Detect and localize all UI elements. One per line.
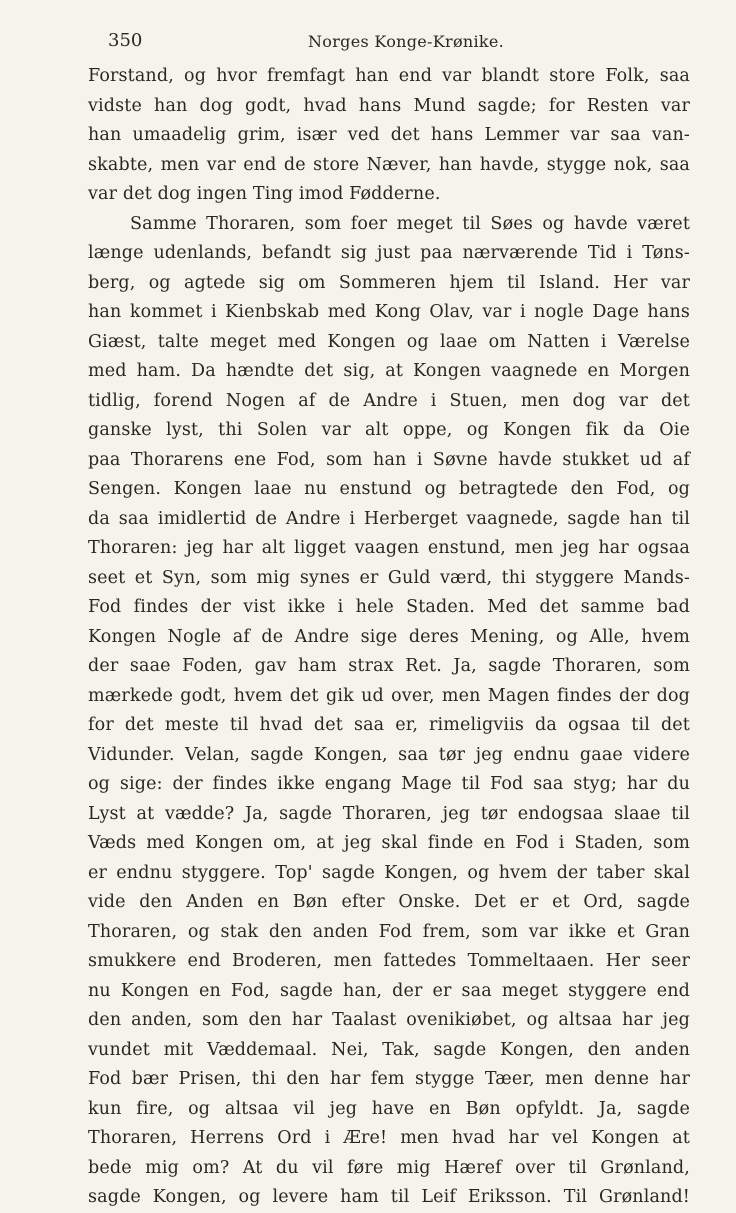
text-line: seet et Syn, som mig synes er Guld værd, thi styggere Mands- [88,567,690,588]
text-line: Fod bær Prisen, thi den har fem stygge Tæer, men denne har [88,1069,690,1089]
text-line: berg, og agtede sig om Sommeren hjem til Island. Her var [88,272,690,293]
text-line: vide den Anden en Bøn efter Onske. Det er et Ord, sagde [88,892,690,912]
text-line: er endnu styggere. Top' sagde Kongen, og hvem der taber skal [88,862,690,883]
text-line: bede mig om? At du vil føre mig Hæref over til Grønland, [88,1157,690,1178]
text-line: Lyst at vædde? Ja, sagde Thoraren, jeg tør endogsaa slaae til [88,803,690,824]
text-line: han kommet i Kienbskab med Kong Olav, var i nogle Dage hans [88,302,690,322]
page-header [88,30,698,60]
text-line: paa Thorarens ene Fod, som han i Søvne havde stukket ud af [88,449,690,470]
text-line: tidlig, forend Nogen af de Andre i Stuen, men dog var det [88,390,690,411]
text-line: kun fire, og altsaa vil jeg have en Bøn opfyldt. Ja, sagde [88,1098,690,1119]
text-line: Væds med Kongen om, at jeg skal finde en Fod i Staden, som [88,833,690,853]
text-line: for det meste til hvad det saa er, rimeligviis da ogsaa til det [88,715,690,735]
text-line: mærkede godt, hvem det gik ud over, men Magen findes der dog [88,685,690,706]
text-line: længe udenlands, befandt sig just paa nærværende Tid i Tøns- [88,243,690,263]
page-number: 350 [108,30,143,51]
text-line: vundet mit Væddemaal. Nei, Tak, sagde Kongen, den anden [88,1039,690,1060]
text-line: Kongen Nogle af de Andre sige deres Mening, og Alle, hvem [88,626,690,647]
text-line: han umaadelig grim, især ved det hans Lemmer var saa van- [88,125,690,145]
body-text [88,62,690,1213]
text-line: var det dog ingen Ting imod Fødderne. [88,184,441,204]
text-line: ganske lyst, thi Solen var alt oppe, og Kongen fik da Oie [88,420,690,440]
text-line: Sengen. Kongen laae nu enstund og betragtede den Fod, og [88,479,690,499]
text-line: da saa imidlertid de Andre i Herberget vaagnede, sagde han til [88,508,690,529]
text-line: smukkere end Broderen, men fattedes Tommeltaaen. Her seer [88,951,690,971]
text-line: Thoraren, og stak den anden Fod frem, som var ikke et Gran [88,921,690,942]
text-line: sagde Kongen, og levere ham til Leif Eriksson. Til Grønland! [88,1187,690,1207]
text-line: der saae Foden, gav ham strax Ret. Ja, sagde Thoraren, som [88,656,690,676]
running-title: Norges Konge-Krønike. [308,32,505,51]
text-line: Samme Thoraren, som foer meget til Søes og havde været [130,213,690,234]
text-line: Forstand, og hvor fremfagt han end var blandt store Folk, saa [88,66,690,86]
text-line: skabte, men var end de store Næver, han havde, stygge nok, saa [88,154,690,175]
text-line: Fod findes der vist ikke i hele Staden. Med det samme bad [88,597,690,617]
text-line: og sige: der findes ikke engang Mage til Fod saa styg; har du [88,774,690,794]
text-line: Vidunder. Velan, sagde Kongen, saa tør jeg endnu gaae videre [88,744,690,765]
text-line: Giæst, talte meget med Kongen og laae om Natten i Værelse [88,331,690,352]
text-line: vidste han dog godt, hvad hans Mund sagde; for Resten var [88,95,690,116]
text-line: Thoraren, Herrens Ord i Ære! men hvad har vel Kongen at [88,1128,690,1148]
text-line: Thoraren: jeg har alt ligget vaagen enstund, men jeg har ogsaa [88,538,690,558]
text-line: den anden, som den har Taalast ovenikiøbet, og altsaa har jeg [88,1010,690,1030]
text-line: nu Kongen en Fod, sagde han, der er saa meget styggere end [88,980,690,1001]
text-line: med ham. Da hændte det sig, at Kongen vaagnede en Morgen [88,361,690,381]
